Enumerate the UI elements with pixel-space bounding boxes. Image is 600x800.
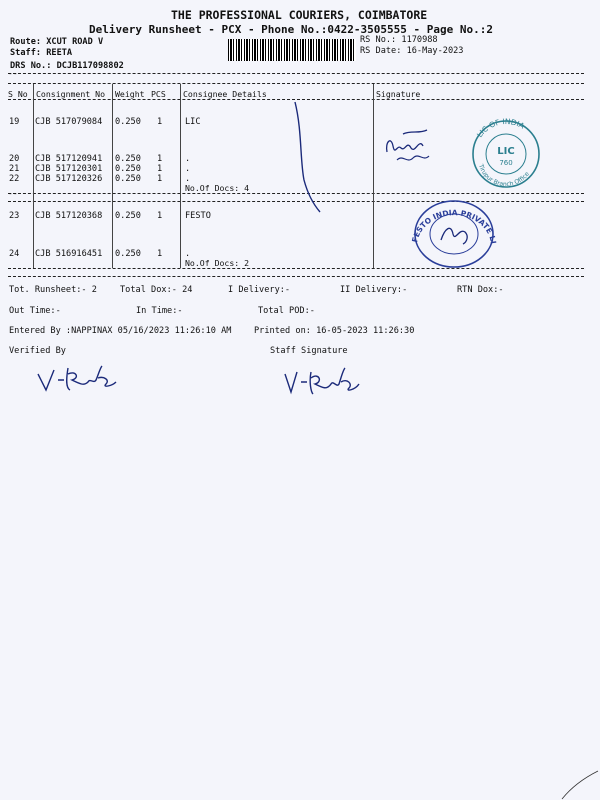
drs-number: DRS No.: DCJB117098802 bbox=[10, 61, 124, 71]
verified-by-label: Verified By bbox=[9, 346, 66, 356]
row-consignment: CJB 517120368 bbox=[35, 211, 103, 221]
entered-by: Entered By :NAPPINAX 05/16/2023 11:26:10 AM bbox=[9, 326, 232, 336]
runsheet-title: Delivery Runsheet - PCX - Phone No.:0422-3505555 - Page No.:2 bbox=[89, 23, 493, 36]
company-title: THE PROFESSIONAL COURIERS, COIMBATORE bbox=[171, 8, 428, 22]
row-consignee: . bbox=[185, 249, 191, 259]
dash-mark: -- bbox=[8, 188, 18, 198]
staff-label: Staff: REETA bbox=[10, 48, 73, 58]
row-sno: 24 bbox=[9, 249, 20, 259]
col-consignment: Consignment No bbox=[36, 89, 106, 99]
lic-stamp-arc: LIC OF INDIA bbox=[474, 116, 526, 140]
row-weight: 0.250 bbox=[115, 211, 141, 221]
row-weight: 0.250 bbox=[115, 117, 141, 127]
row-consignment: CJB 517120941 bbox=[35, 154, 103, 164]
row-pcs: 1 bbox=[157, 249, 163, 259]
row-pcs: 1 bbox=[157, 154, 163, 164]
row-consignment: CJB 517120326 bbox=[35, 174, 103, 184]
rtn-dox: RTN Dox:- bbox=[457, 285, 504, 295]
col-pcs: PCS bbox=[151, 89, 166, 99]
row-sno: 21 bbox=[9, 164, 20, 174]
second-delivery: II Delivery:- bbox=[340, 285, 408, 295]
docs-count: No.Of Docs: 4 bbox=[185, 183, 250, 193]
row-sno: 19 bbox=[9, 117, 20, 127]
staff-signature bbox=[283, 364, 373, 399]
lic-stamp bbox=[466, 118, 546, 188]
row-consignee: . bbox=[185, 174, 191, 184]
dash-mark: -- bbox=[8, 68, 18, 78]
signature-lic bbox=[383, 124, 453, 169]
row-weight: 0.250 bbox=[115, 249, 141, 259]
in-time: In Time:- bbox=[136, 306, 183, 316]
row-consignee: LIC bbox=[185, 117, 201, 127]
row-weight: 0.250 bbox=[115, 174, 141, 184]
column-rule bbox=[112, 84, 113, 268]
scan-artifact bbox=[560, 765, 600, 800]
pen-stroke bbox=[290, 100, 330, 215]
column-rule bbox=[180, 84, 181, 268]
row-pcs: 1 bbox=[157, 117, 163, 127]
total-dox: Total Dox:- 24 bbox=[120, 285, 193, 295]
divider bbox=[8, 276, 584, 277]
staff-signature-label: Staff Signature bbox=[270, 346, 348, 356]
total-runsheet: Tot. Runsheet:- 2 bbox=[9, 285, 97, 295]
route-label: Route: XCUT ROAD V bbox=[10, 37, 104, 47]
lic-stamp-center: LIC bbox=[497, 146, 515, 157]
row-consignee: . bbox=[185, 154, 191, 164]
column-rule bbox=[373, 84, 374, 268]
divider bbox=[8, 268, 584, 269]
verified-signature bbox=[36, 360, 136, 395]
row-consignment: CJB 517079084 bbox=[35, 117, 103, 127]
col-signature: Signature bbox=[376, 89, 421, 99]
col-consignee: Consignee Details bbox=[183, 89, 267, 99]
lic-stamp-bottom: Tirupur Branch Office bbox=[476, 163, 531, 189]
row-weight: 0.250 bbox=[115, 164, 141, 174]
docs-count: No.Of Docs: 2 bbox=[185, 258, 250, 268]
row-sno: 22 bbox=[9, 174, 20, 184]
svg-text:LIC OF INDIA bbox=[475, 117, 527, 139]
barcode bbox=[228, 39, 356, 61]
total-pod: Total POD:- bbox=[258, 306, 315, 316]
out-time: Out Time:- bbox=[9, 306, 61, 316]
festo-stamp-text: FESTO INDIA PRIVATE LIMITED bbox=[407, 191, 498, 245]
row-consignment: CJB 517120301 bbox=[35, 164, 103, 174]
row-pcs: 1 bbox=[157, 164, 163, 174]
divider bbox=[8, 83, 584, 84]
col-sno: S No bbox=[8, 89, 28, 99]
lic-stamp-code: 760 bbox=[499, 159, 513, 167]
row-pcs: 1 bbox=[157, 211, 163, 221]
row-sno: 23 bbox=[9, 211, 20, 221]
festo-stamp bbox=[407, 191, 498, 268]
row-consignment: CJB 516916451 bbox=[35, 249, 103, 259]
first-delivery: I Delivery:- bbox=[228, 285, 291, 295]
rs-date: RS Date: 16-May-2023 bbox=[360, 46, 464, 56]
rs-number: RS No.: 1170988 bbox=[360, 35, 438, 45]
row-consignee: FESTO bbox=[185, 211, 211, 221]
col-weight: Weight bbox=[115, 89, 145, 99]
row-weight: 0.250 bbox=[115, 154, 141, 164]
printed-on: Printed on: 16-05-2023 11:26:30 bbox=[254, 326, 415, 336]
row-consignee: . bbox=[185, 164, 191, 174]
divider bbox=[8, 73, 584, 74]
row-pcs: 1 bbox=[157, 174, 163, 184]
row-sno: 20 bbox=[9, 154, 20, 164]
column-rule bbox=[33, 84, 34, 268]
